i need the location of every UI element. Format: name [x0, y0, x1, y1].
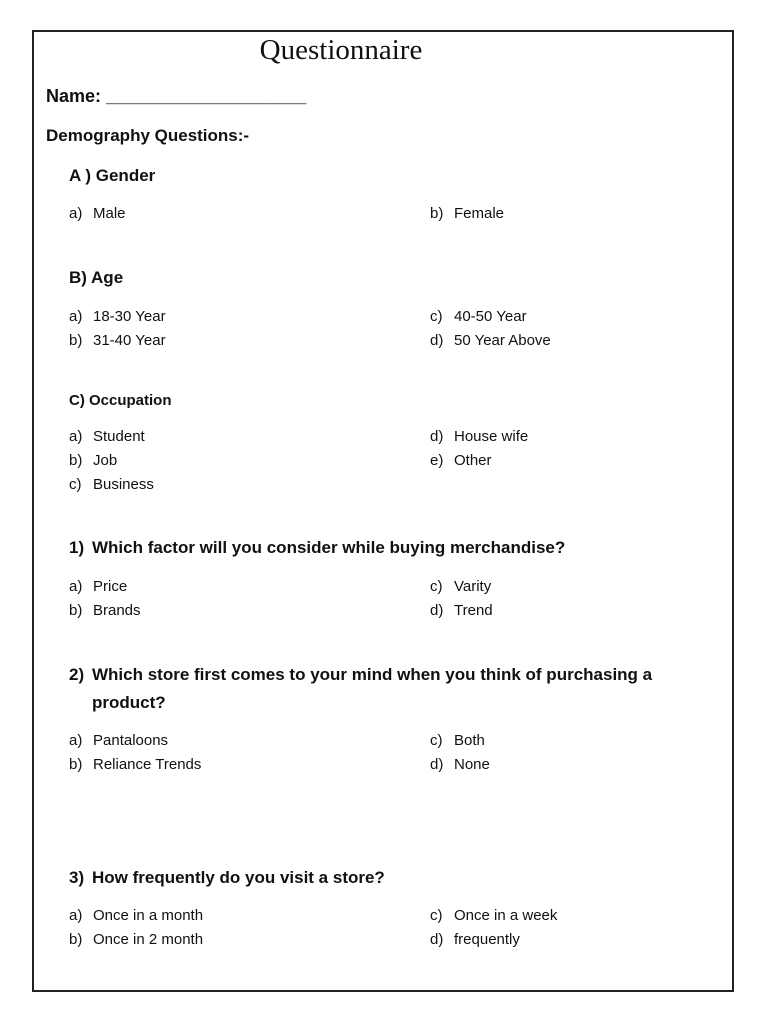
option-occupation-business: c) Business — [69, 476, 154, 493]
option-q2-reliance-trends: b) Reliance Trends — [69, 756, 202, 773]
section-heading-gender: A ) Gender — [69, 166, 156, 185]
section-heading-age: B) Age — [69, 268, 124, 287]
option-occupation-house-wife: d) House wife — [430, 428, 529, 445]
option-q2-both: c) Both — [430, 732, 485, 749]
question-2: 2) Which store first comes to your mind when you think of purchasing a product? — [69, 665, 653, 712]
option-age-50-above: d) 50 Year Above — [430, 332, 551, 349]
option-q3-once-a-month: a) Once in a month — [69, 907, 204, 924]
option-q2-pantaloons: a) Pantaloons — [69, 732, 169, 749]
option-q1-varity: c) Varity — [430, 578, 492, 595]
section-heading-occupation: C) Occupation — [69, 392, 172, 409]
option-q1-brands: b) Brands — [69, 602, 141, 619]
option-occupation-student: a) Student — [69, 428, 145, 445]
demography-heading: Demography Questions:- — [46, 126, 250, 145]
option-q3-once-a-week: c) Once in a week — [430, 907, 558, 924]
option-occupation-other: e) Other — [430, 452, 492, 469]
name-field-label: Name: ____________________ — [46, 86, 307, 106]
option-q3-frequently: d) frequently — [430, 931, 520, 948]
option-age-31-40: b) 31-40 Year — [69, 332, 166, 349]
option-occupation-job: b) Job — [69, 452, 118, 469]
option-gender-female: b) Female — [430, 205, 505, 222]
option-q3-once-in-2-month: b) Once in 2 month — [69, 931, 204, 948]
option-q1-trend: d) Trend — [430, 602, 493, 619]
document-title: Questionnaire — [259, 34, 423, 66]
option-gender-male: a) Male — [69, 205, 126, 222]
question-3: 3) How frequently do you visit a store? — [69, 868, 385, 887]
option-age-18-30: a) 18-30 Year — [69, 308, 166, 325]
question-1: 1) Which factor will you consider while buying merchandise? — [69, 538, 566, 557]
option-q2-none: d) None — [430, 756, 490, 773]
option-age-40-50: c) 40-50 Year — [430, 308, 527, 325]
option-q1-price: a) Price — [69, 578, 128, 595]
